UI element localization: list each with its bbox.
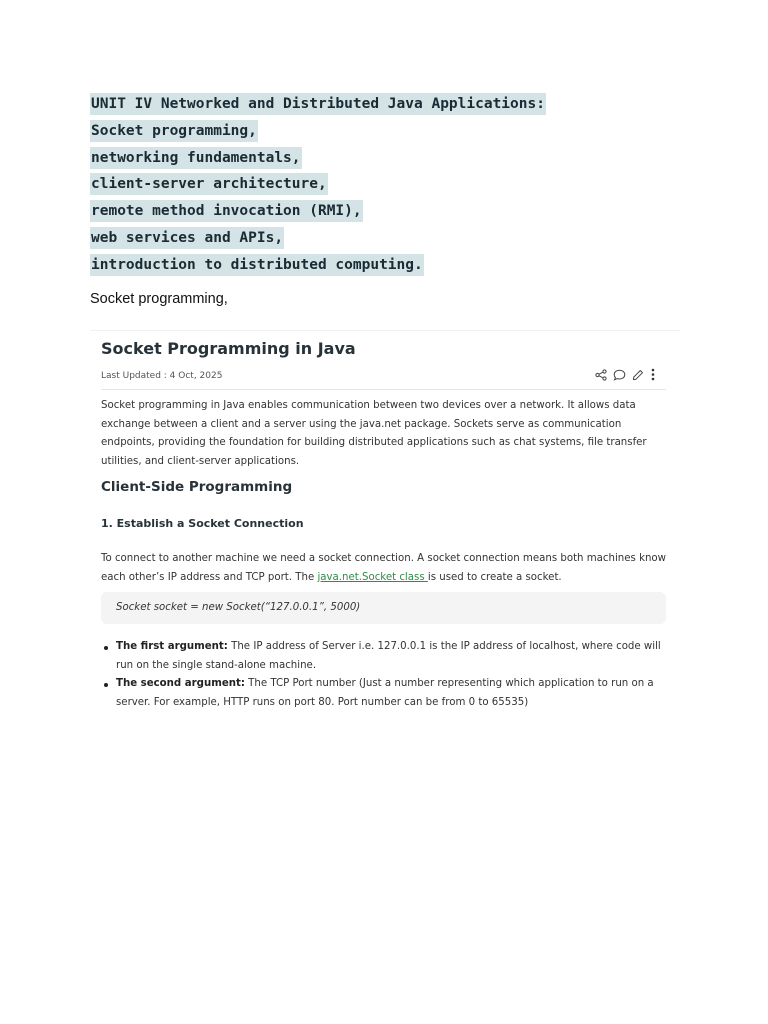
client-side-heading: Client-Side Programming [101,479,293,495]
list-item [101,638,671,675]
last-updated: Last Updated : 4 Oct, 2025 [101,371,223,381]
connection-text-after: is used to create a socket. [427,571,562,583]
connection-paragraph [101,550,671,587]
bullet-label: The second argument: [116,678,245,689]
article-actions [595,368,656,381]
topic-line: remote method invocation (RMI), [90,200,363,222]
title-divider [101,389,666,390]
comment-icon[interactable] [613,369,626,381]
bullet-text: The IP address of Server i.e. 127.0.0.1 is the IP address of localhost, where code will run on the single stand-alone machine. [116,641,661,671]
bullet-text: The TCP Port number (Just a number representing which application to run on a server. For example, HTTP runs on port 80. Port number can be from 0 to 65535) [116,678,654,708]
unit-title: UNIT IV Networked and Distributed Java Applications: [90,93,546,115]
article-screenshot [90,330,680,726]
edit-icon[interactable] [632,369,644,381]
bullet-label: The first argument: [116,641,228,652]
establish-connection-heading: 1. Establish a Socket Connection [101,517,304,530]
connection-text-before: To connect to another machine we need a socket connection. A socket connection means both machines know each other’s IP address and TCP port. The [101,553,667,583]
topic-line: web services and APIs, [90,227,284,249]
list-item [101,675,671,712]
topic-line: networking fundamentals, [90,147,302,169]
share-icon[interactable] [595,369,607,381]
highlighted-topic-list [90,93,546,281]
argument-list [101,638,671,712]
code-snippet: Socket socket = new Socket(“127.0.0.1”, 5000) [101,592,666,624]
section-heading: Socket programming, [90,291,228,307]
intro-paragraph: Socket programming in Java enables communication between two devices over a network. It allows data exchange between a client and a server using the java.net package. Sockets serve as communication endpoints, providing the foundation for building distributed applications such as chat systems, file transfer utilities, and client-server applications. [101,400,647,467]
article-title: Socket Programming in Java [101,339,356,358]
topic-line: introduction to distributed computing. [90,254,424,276]
topic-line: client-server architecture, [90,173,328,195]
more-options-icon[interactable] [650,368,656,381]
topic-line: Socket programming, [90,120,258,142]
socket-class-link[interactable]: java.net.Socket class [317,571,428,583]
